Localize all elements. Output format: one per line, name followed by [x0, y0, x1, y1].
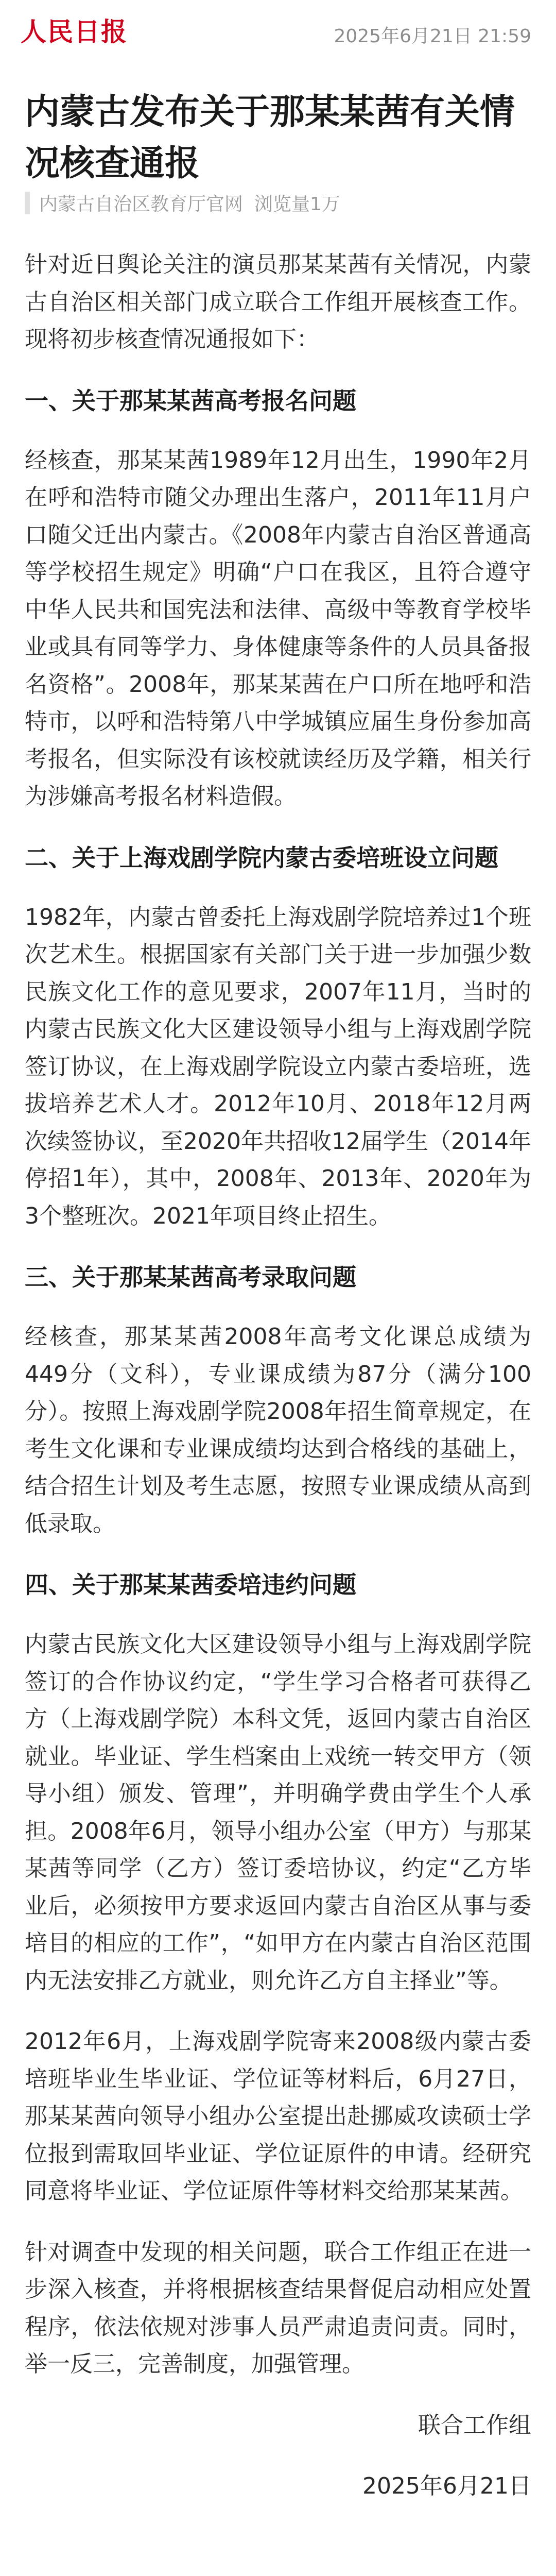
article-title: 内蒙古发布关于那某某茜有关情况核查通报 — [25, 92, 515, 184]
article-paragraph: 经核查，那某某茜2008年高考文化课总成绩为449分（文科），专业课成绩为87分（满分100分）。按照上海戏剧学院2008年招生简章规定，在考生文化课和专业课成绩均达到合格线的基础上，结合招生计划及考生志愿，按照专业课成绩从高到低录取。 — [25, 1324, 531, 1537]
people-daily-logo: 人民日报 — [21, 16, 128, 47]
section-heading: 三、关于那某某茜高考录取问题 — [25, 1263, 356, 1291]
source-divider — [25, 192, 30, 214]
article-source-row — [25, 190, 340, 216]
article-source[interactable]: 内蒙古自治区教育厅官网 — [39, 194, 244, 215]
section-heading: 一、关于那某某茜高考报名问题 — [25, 386, 356, 415]
article-paragraph: 1982年，内蒙古曾委托上海戏剧学院培养过1个班次艺术生。根据国家有关部门关于进一步加强少数民族文化工作的意见要求，2007年11月，当时的内蒙古民族文化大区建设领导小组与上海戏剧学院签订协议，在上海戏剧学院设立内蒙古委培班，选拔培养艺术人才。2012年10月、2018年12月两次续签协议，至2020年共招收12届学生（2014年停招1年），其中，2008年、2013年、2020年为3个整班次。2021年项目终止招生。 — [25, 904, 531, 1229]
article-paragraph: 经核查，那某某茜1989年12月出生，1990年2月在呼和浩特市随父办理出生落户，2011年11月户口随父迁出内蒙古。《2008年内蒙古自治区普通高等学校招生规定》明确“户口在我区，且符合遵守中华人民共和国宪法和法律、高级中等教育学校毕业或具有同等学力、身体健康等条件的人员具备报名资格”。2008年，那某某茜在户口所在地呼和浩特市，以呼和浩特第八中学城镇应届生身份参加高考报名，但实际没有该校就读经历及学籍，相关行为涉嫌高考报名材料造假。 — [25, 447, 531, 809]
top-bar — [0, 0, 556, 62]
view-count: 浏览量1万 — [254, 194, 340, 215]
signature-line: 2025年6月21日 — [362, 2473, 531, 2499]
article-paragraph: 2012年6月，上海戏剧学院寄来2008级内蒙古委培班毕业生毕业证、学位证等材料后，6月27日，那某某茜向领导小组办公室提出赴挪威攻读硕士学位报到需取回毕业证、学位证原件的申请。经研究同意将毕业证、学位证原件等材料交给那某某茜。 — [25, 2028, 531, 2204]
section-heading: 四、关于那某某茜委培违约问题 — [25, 1571, 356, 1599]
article-paragraph: 针对调查中发现的相关问题，联合工作组正在进一步深入核查，并将根据核查结果督促启动相应处置程序，依法依规对涉事人员严肃追责问责。同时，举一反三，完善制度，加强管理。 — [25, 2239, 531, 2377]
signature-line: 联合工作组 — [418, 2412, 531, 2438]
article-paragraph: 内蒙古民族文化大区建设领导小组与上海戏剧学院签订的合作协议约定，“学生学习合格者可获得乙方（上海戏剧学院）本科文凭，返回内蒙古自治区就业。毕业证、学生档案由上戏统一转交甲方（领导小组）颁发、管理”，并明确学费由学生个人承担。2008年6月，领导小组办公室（甲方）与那某某茜等同学（乙方）签订委培协议，约定“乙方毕业后，必须按甲方要求返回内蒙古自治区从事与委培目的相应的工作”，“如甲方在内蒙古自治区范围内无法安排乙方就业，则允许乙方自主择业”等。 — [25, 1631, 531, 1994]
publish-date: 2025年6月21日 21:59 — [334, 26, 531, 47]
article-paragraph: 针对近日舆论关注的演员那某某茜有关情况，内蒙古自治区相关部门成立联合工作组开展核查工作。现将初步核查情况通报如下： — [25, 251, 531, 352]
article-body — [25, 246, 531, 2529]
section-heading: 二、关于上海戏剧学院内蒙古委培班设立问题 — [25, 843, 498, 872]
